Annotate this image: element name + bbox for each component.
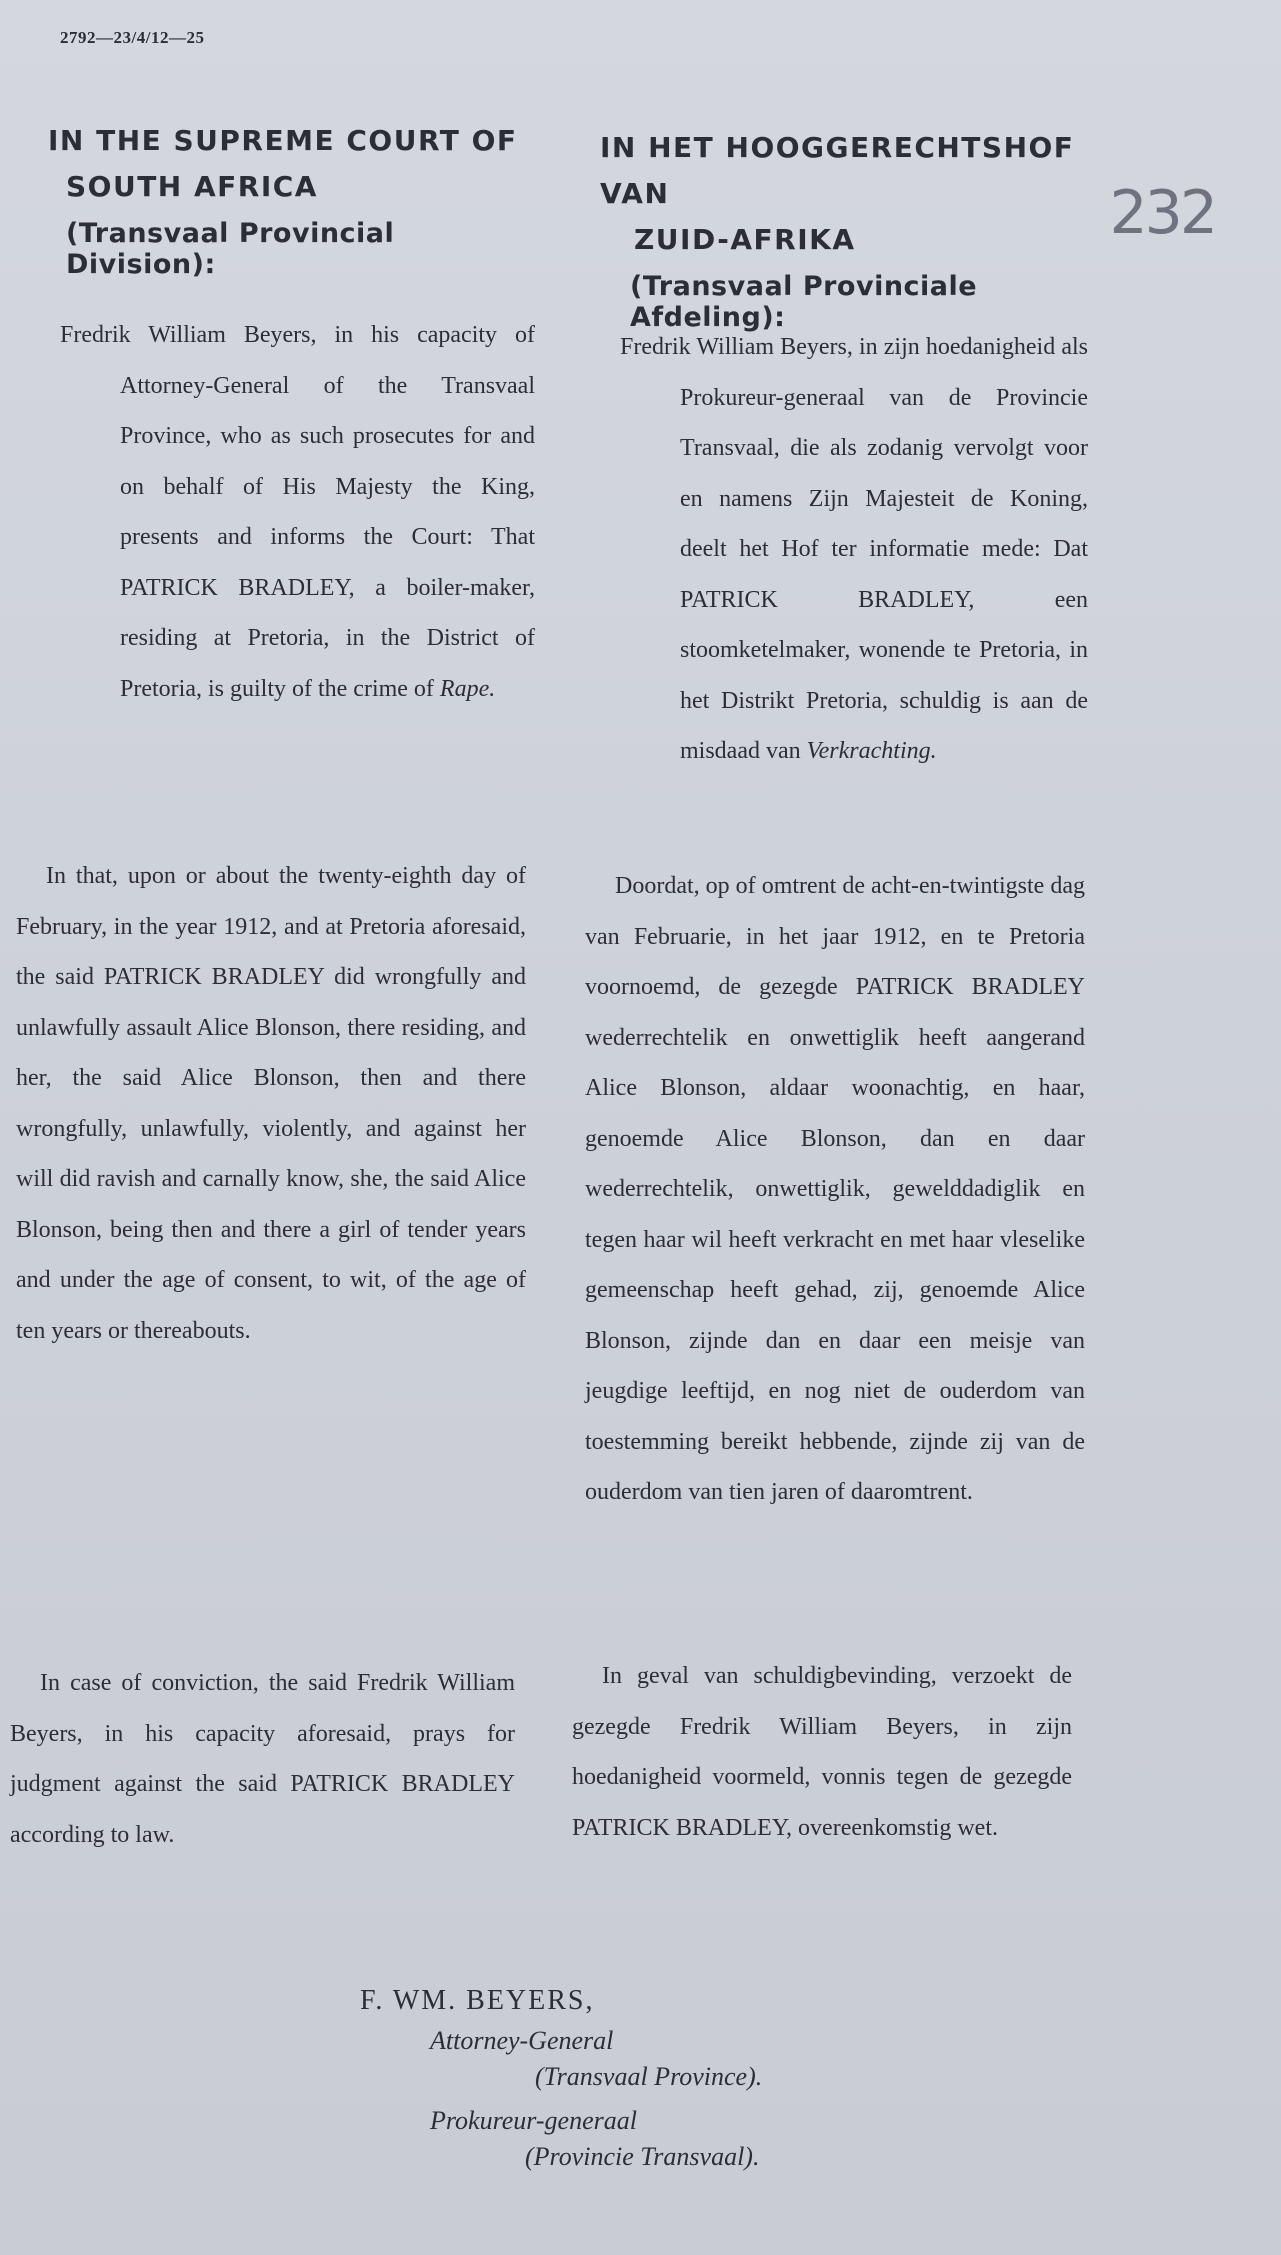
english-heading-line-2: SOUTH AFRICA <box>66 170 318 203</box>
signatory-title-en: Attorney-General <box>430 2026 614 2055</box>
english-intro <box>60 310 535 714</box>
english-intro-body: Fredrik William Beyers, in his capacity of Attorney-General of the Transvaal Province, who as such prosecutes for and on behalf of His Majesty the King, presents and informs the Court: That PATRICK BRADLEY, a boiler-maker, residing at Pretoria, in the District of Pretoria, is guilty of the crime of <box>60 322 535 702</box>
afrikaans-charge-text: Doordat, op of omtrent de acht-en-twintigste dag van Februarie, in het jaar 1912, en te Pretoria voornoemd, de gezegde PATRICK BRADLEY wederrechtelik en onwettiglik heeft aangerand Alice Blonson, aldaar woonachtig, en haar, genoemde Alice Blonson, dan en daar wederrechtelik, onwettiglik, gewelddadiglik en tegen haar wil heeft verkracht en met haar vleselike gemeenschap heeft gehad, zij, genoemde Alice Blonson, zijnde dan en daar een meisje van jeugdige leeftijd, en nog niet de ouderdom van toestemming bereikt hebbende, zijnde zij van de ouderdom van tien jaren of daaromtrent. <box>585 873 1085 1505</box>
afrikaans-heading-line-2: ZUID-AFRIKA <box>634 223 856 256</box>
english-prayer <box>10 1658 515 1860</box>
afrikaans-intro-body: Fredrik William Beyers, in zijn hoedanigheid als Prokureur-generaal van de Provincie Transvaal, die als zodanig vervolgt voor en namens Zijn Majesteit de Koning, deelt het Hof ter informatie mede: Dat PATRICK BRADLEY, een stoomketelmaker, wonende te Pretoria, in het Distrikt Pretoria, schuldig is aan de misdaad van <box>620 334 1088 764</box>
english-charge <box>16 851 526 1356</box>
english-subheading: (Transvaal Provincial Division): <box>66 218 395 280</box>
afrikaans-subheading: (Transvaal Provinciale Afdeling): <box>630 271 978 333</box>
afrikaans-crime: Verkrachting. <box>806 738 937 764</box>
signatory-name: F. WM. BEYERS, <box>360 1985 595 2016</box>
afrikaans-prayer <box>572 1651 1072 1853</box>
english-crime: Rape. <box>439 675 496 702</box>
english-prayer-text: In case of conviction, the said Fredrik William Beyers, in his capacity aforesaid, prays for judgment against the said PATRICK BRADLEY according to law. <box>10 1670 515 1848</box>
afrikaans-intro-text <box>620 322 1088 777</box>
english-heading-block <box>14 118 534 280</box>
english-charge-text: In that, upon or about the twenty-eighth day of February, in the year 1912, and at Pretoria aforesaid, the said PATRICK BRADLEY did wrongfully and unlawfully assault Alice Blonson, there residing, and her, the said Alice Blonson, then and there wrongfully, unlawfully, violently, and against her will did ravish and carnally know, she, the said Alice Blonson, being then and there a girl of tender years and under the age of consent, to wit, of the age of ten years or thereabouts. <box>16 863 526 1344</box>
signature-block <box>360 1985 960 2175</box>
afrikaans-heading-block <box>600 125 1120 333</box>
reference-number: 2792—23/4/12—25 <box>60 28 205 47</box>
folio-number: 232 <box>1109 178 1215 248</box>
signatory-province-en: (Transvaal Province). <box>535 2062 763 2091</box>
afrikaans-heading-line-1: IN HET HOOGGERECHTSHOF VAN <box>600 131 1075 210</box>
english-intro-text <box>60 310 535 714</box>
afrikaans-prayer-text: In geval van schuldigbevinding, verzoekt de gezegde Fredrik William Beyers, in zijn hoedanigheid voormeld, vonnis tegen de gezegde PATRICK BRADLEY, overeenkomstig wet. <box>572 1663 1072 1841</box>
english-heading-line-1: IN THE SUPREME COURT OF <box>48 124 518 157</box>
signatory-title-af: Prokureur-generaal <box>430 2106 637 2135</box>
afrikaans-charge <box>585 861 1085 1518</box>
signatory-province-af: (Provincie Transvaal). <box>525 2142 760 2171</box>
afrikaans-intro <box>620 322 1088 777</box>
